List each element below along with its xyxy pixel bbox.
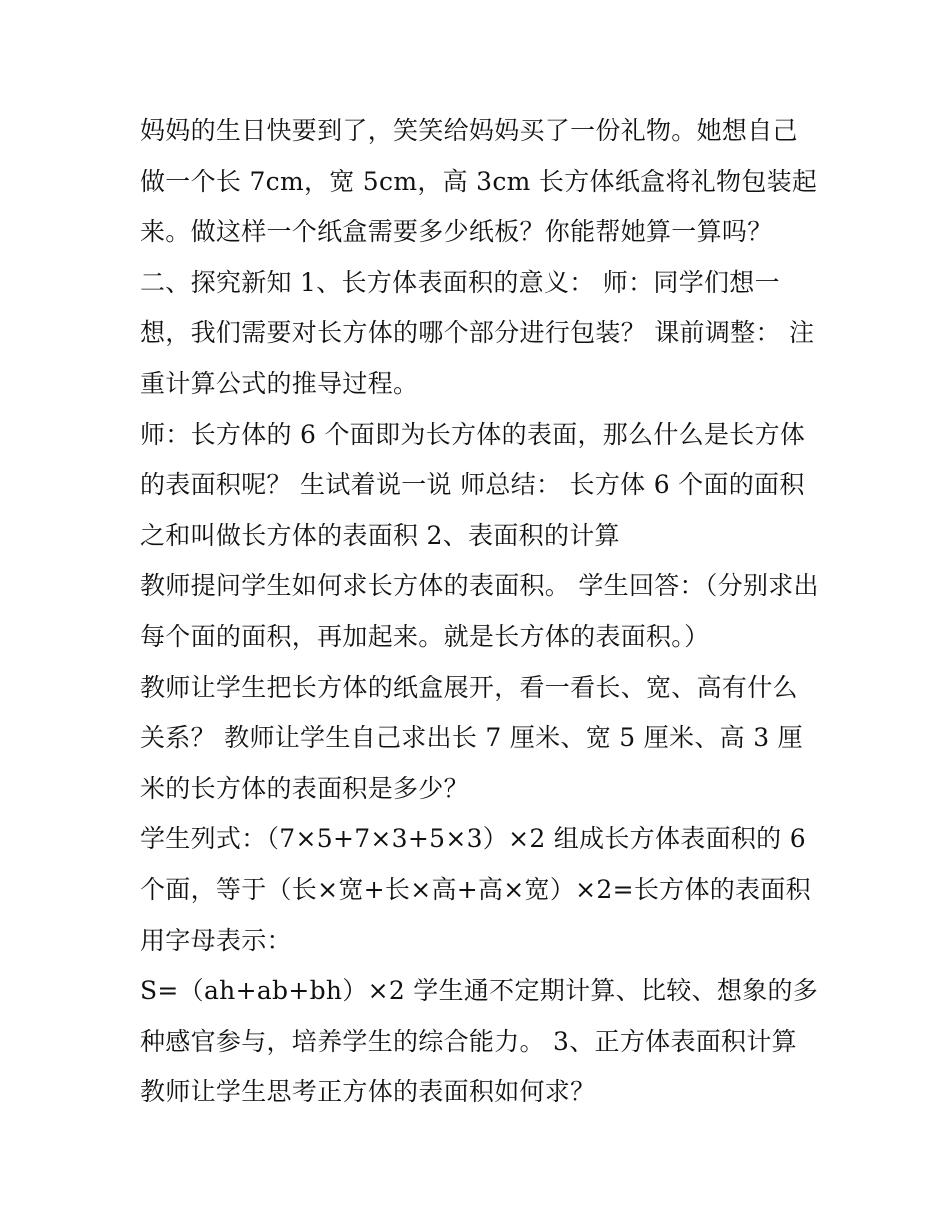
paragraph-letters: S=（ah+ab+bh）×2 学生通不定期计算、比较、想象的多种感官参与，培养学生的综合能力。 3、正方体表面积计算 教师让学生思考正方体的表面积如何求？ xyxy=(140,976,819,1107)
paragraph-unfold: 教师让学生把长方体的纸盒展开，看一看长、宽、高有什么关系？ 教师让学生自己求出长 7 厘米、宽 5 厘米、高 3 厘米的长方体的表面积是多少？ xyxy=(140,672,803,803)
document-body xyxy=(140,106,820,1118)
paragraph-formula: 学生列式：（7×5+7×3+5×3）×2 组成长方体表面积的 6 个面，等于（长×宽+长×高+高×宽）×2=长方体的表面积 用字母表示： xyxy=(140,824,811,955)
paragraph-definition: 师：长方体的 6 个面即为长方体的表面，那么什么是长方体的表面积呢？ 生试着说一说 师总结： 长方体 6 个面的面积之和叫做长方体的表面积 2、表面积的计算 xyxy=(140,419,806,550)
paragraph-intro: 妈妈的生日快要到了，笑笑给妈妈买了一份礼物。她想自己做一个长 7cm，宽 5cm，高 3cm 长方体纸盒将礼物包装起来。做这样一个纸盒需要多少纸板？你能帮她算一算吗？ xyxy=(140,116,818,247)
paragraph-explore: 二、探究新知 1、长方体表面积的意义： 师：同学们想一想，我们需要对长方体的哪个部分进行包装？ 课前调整： 注重计算公式的推导过程。 xyxy=(140,267,815,398)
paragraph-question: 教师提问学生如何求长方体的表面积。 学生回答：（分别求出每个面的面积，再加起来。就是长方体的表面积。） xyxy=(140,571,819,651)
